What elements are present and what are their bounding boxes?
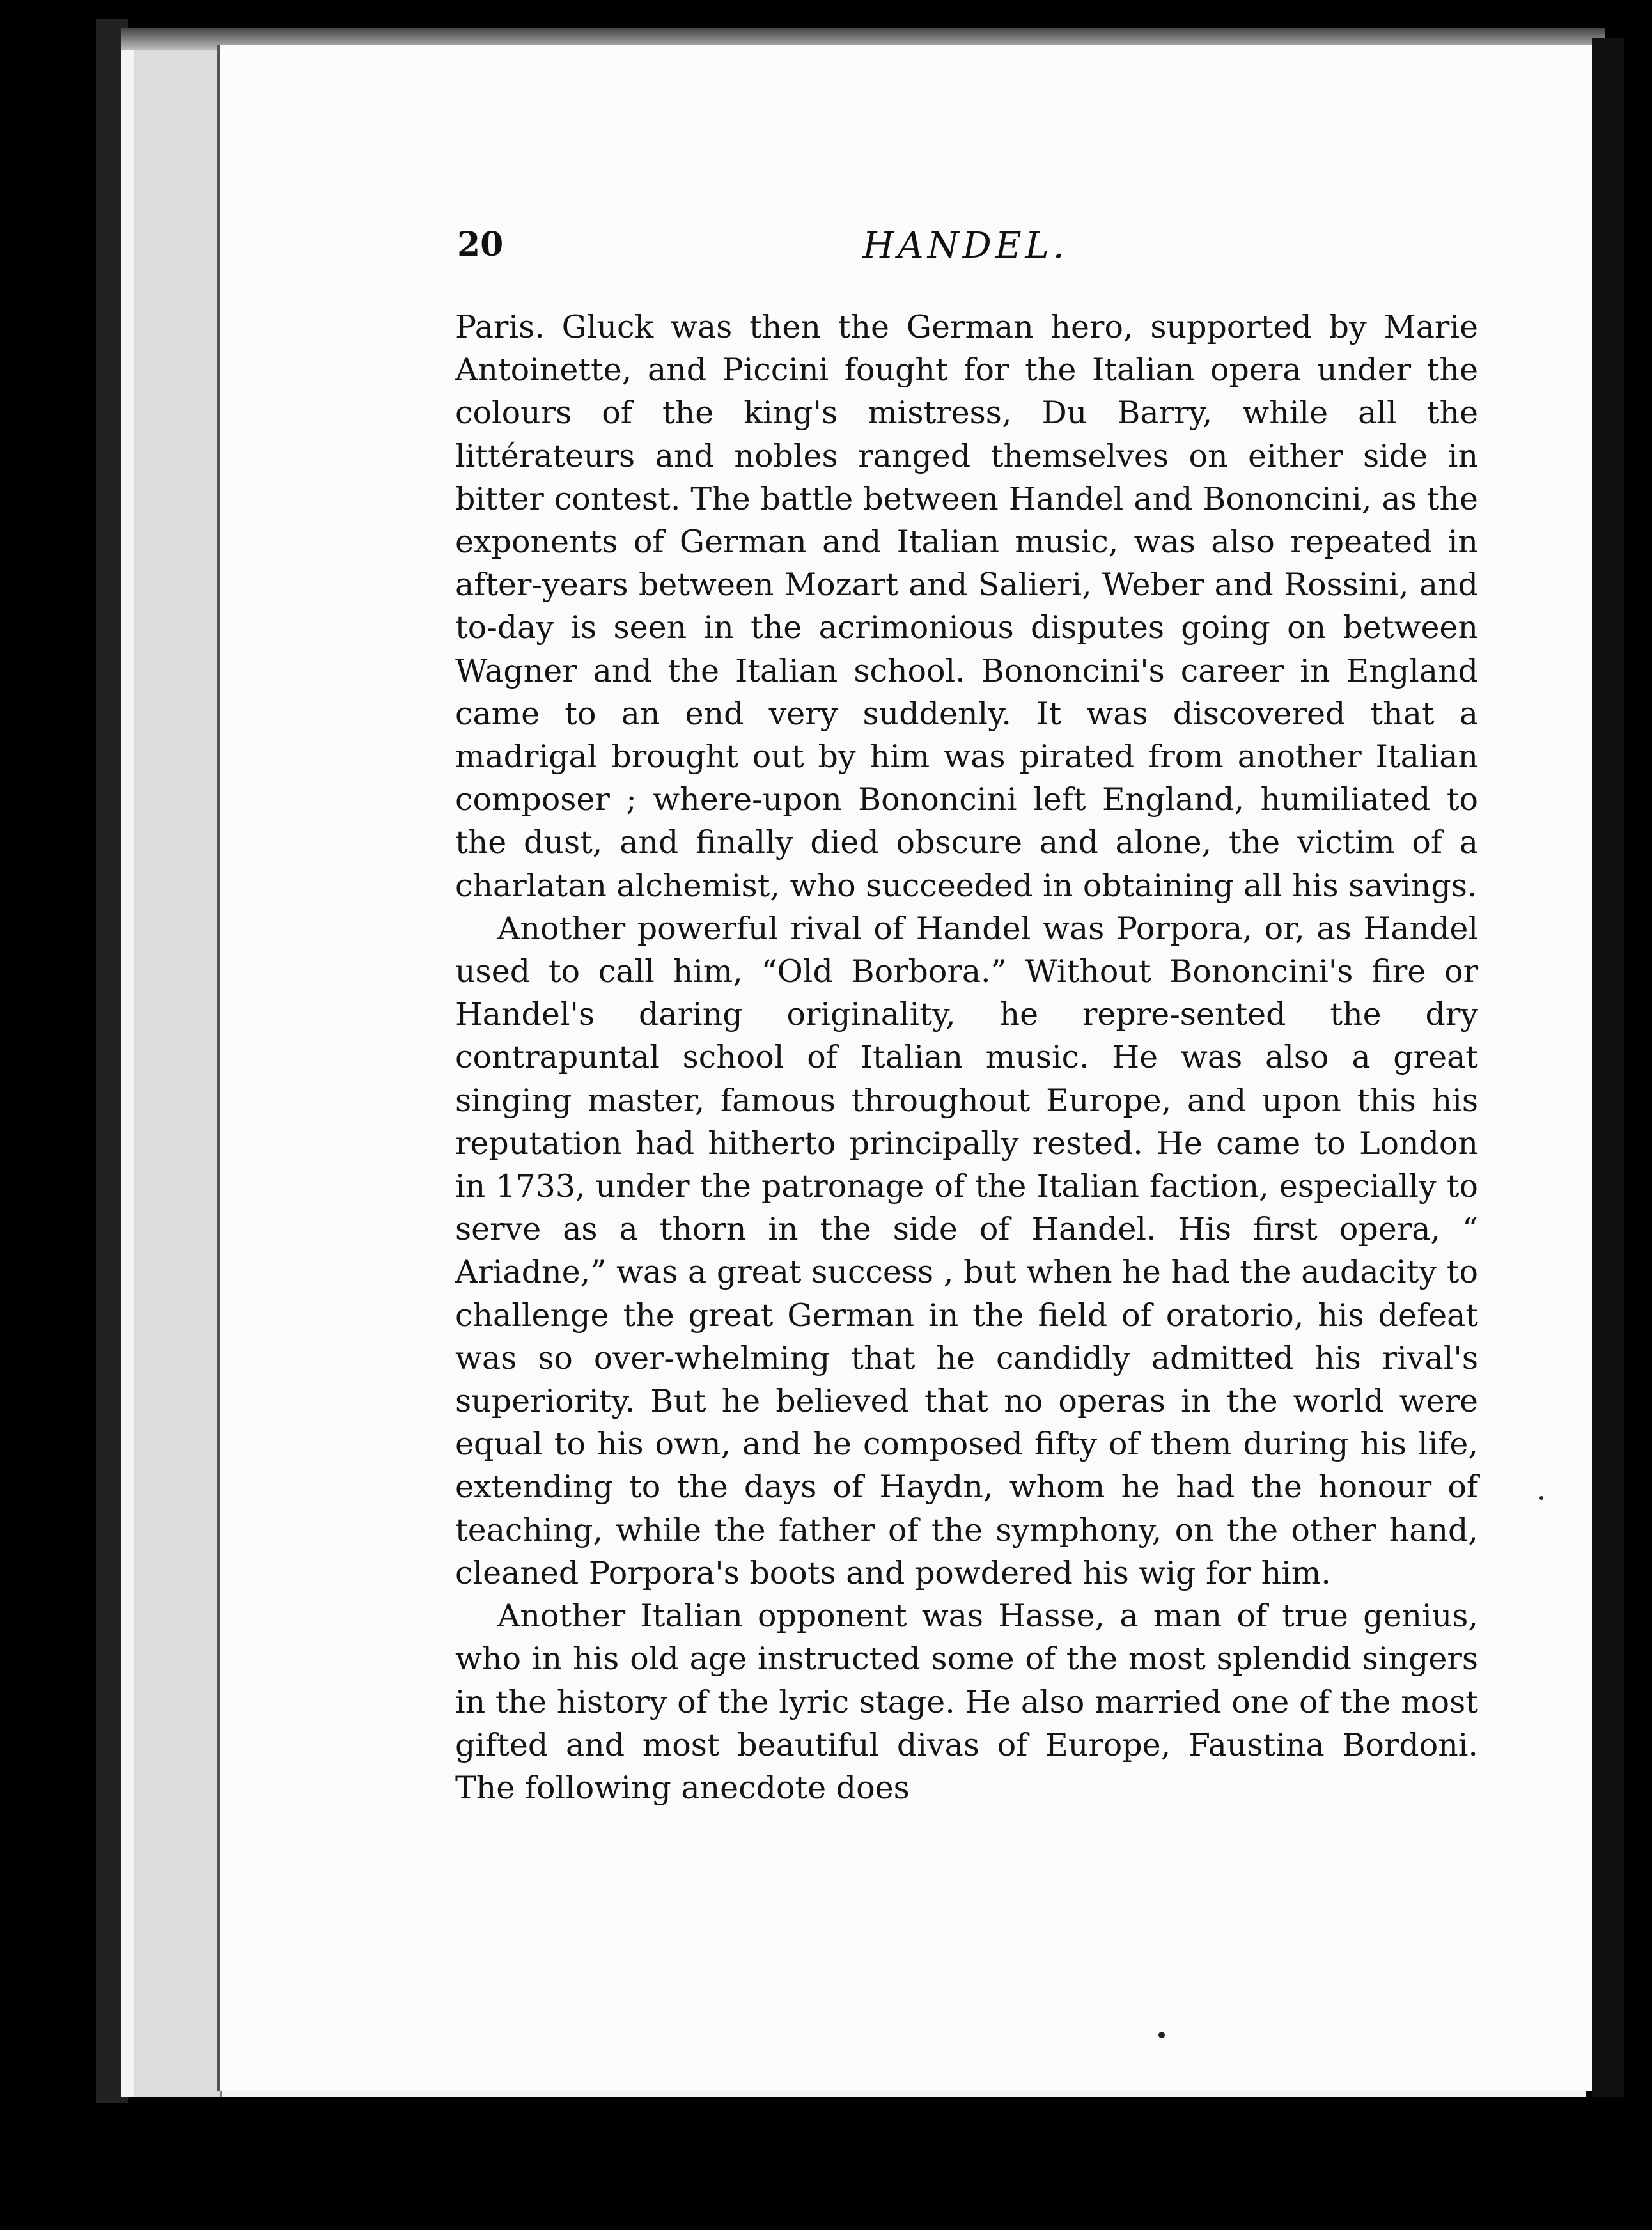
page-number: 20 xyxy=(457,225,504,264)
paragraph-1: Paris. Gluck was then the German hero, supported by Marie Antoinette, and Piccini fought for the Italian opera under the colours of the king's mistress, Du Barry, while all the littérateurs and nobles ranged themselves on either side in bitter contest. The battle between Handel and Bononcini, as the exponents of German and Italian music, was also repeated in after-years between Mozart and Salieri, Weber and Rossini, and to-day is seen in the acrimonious disputes going on between Wagner and the Italian school. Bononcini's career in England came to an end very suddenly. It was discovered that a madrigal brought out by him was pirated from another Italian composer ; where-upon Bononcini left England, humiliated to the dust, and finally died obscure and alone, the victim of a charlatan alchemist, who succeeded in obtaining all his savings. xyxy=(455,309,1478,904)
ink-mark xyxy=(1158,2032,1165,2038)
page-edge-1 xyxy=(134,28,175,2097)
running-title: HANDEL. xyxy=(862,225,1068,267)
page-right-edge xyxy=(1592,38,1624,2097)
page-header xyxy=(457,225,1474,276)
paragraph-2: Another powerful rival of Handel was Porpora, or, as Handel used to call him, “Old Borbora.” Without Bononcini's fire or Handel's daring originality, he repre-sented the dry contrapuntal school of Italian music. He was also a great singing master, famous throughout Europe, and upon this his reputation had hitherto principally rested. He came to London in 1733, under the patronage of the Italian faction, especially to serve as a thorn in the side of Handel. His first opera, “ Ariadne,” was a great success , but when he had the audacity to challenge the great German in the field of oratorio, his defeat was so over-whelming that he candidly admitted his rival's superiority. But he believed that no operas in the world were equal to his own, and he composed fifty of them during his life, extending to the days of Haydn, whom he had the honour of teaching, while the father of the symphony, on the other hand, cleaned Porpora's boots and powdered his wig for him. xyxy=(455,910,1478,1591)
paragraph-3: Another Italian opponent was Hasse, a man of true genius, who in his old age instructed some of the most splendid singers in the history of the lyric stage. He also married one of the most gifted and most beautiful divas of Europe, Faustina Bordoni. The following anecdote does xyxy=(455,1598,1478,1806)
page-edge-2 xyxy=(173,28,200,2097)
body-text xyxy=(455,306,1478,1809)
ink-mark xyxy=(1539,1496,1543,1500)
